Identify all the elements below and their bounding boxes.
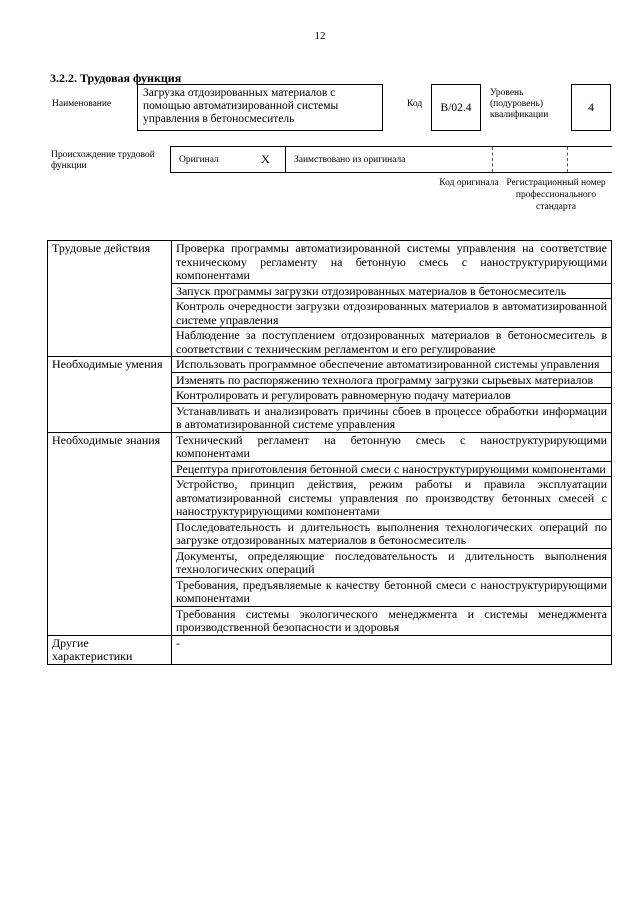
item-cell: Документы, определяющие последовательность и длительность выполнения технологических операций: [172, 548, 612, 577]
table-row: [48, 432, 612, 461]
origin-label: Происхождение трудовой функции: [51, 150, 155, 171]
function-name-box: Загрузка отдозированных материалов с помощью автоматизированной системы управления в бетоносмеситель: [137, 84, 383, 131]
borrowed-label: Заимствовано из оригинала: [294, 154, 406, 165]
original-label: Оригинал: [179, 154, 219, 165]
page-number: 12: [314, 30, 326, 42]
original-code-cell: [492, 147, 568, 172]
item-cell: Рецептура приготовления бетонной смеси с наноструктурирующими компонентами: [172, 461, 612, 477]
function-code-box: B/02.4: [431, 84, 481, 131]
item-cell: Наблюдение за поступлением отдозированных материалов в бетоносмеситель в соответствии с техническим регламентом и его регулирование: [172, 328, 612, 357]
section-title: 3.2.2. Трудовая функция: [50, 71, 182, 85]
code-label: Код: [407, 99, 423, 109]
table-row: [48, 635, 612, 664]
item-cell: Устройство, принцип действия, режим работы и правила эксплуатации автоматизированной системы управления по производству бетонных смесей с наноструктурирующими компонентами: [172, 477, 612, 520]
item-cell: Требования, предъявляемые к качеству бетонной смеси с наноструктурирующими компонентами: [172, 577, 612, 606]
table-row: [48, 241, 612, 284]
category-cell: Необходимые знания: [48, 432, 172, 635]
item-cell: Изменять по распоряжению технолога программу загрузки сырьевых материалов: [172, 372, 612, 388]
category-cell: Другие характеристики: [48, 635, 172, 664]
table-row: [48, 357, 612, 373]
caption-registration-number: Регистрационный номер профессионального стандарта: [506, 178, 606, 212]
origin-row: [170, 146, 612, 173]
name-label: Наименование: [52, 99, 112, 109]
function-details-table: [47, 240, 612, 665]
qualification-level-box: 4: [571, 84, 611, 131]
item-cell: Контроль очередности загрузки отдозированных материалов в автоматизированной системе управления: [172, 299, 612, 328]
category-cell: Трудовые действия: [48, 241, 172, 357]
item-cell: -: [172, 635, 612, 664]
qualification-level-label: Уровень (подуровень) квалификации: [490, 88, 549, 120]
item-cell: Устанавливать и анализировать причины сбоев в процессе обработки информации в автоматизированной системе управления: [172, 403, 612, 432]
original-mark: X: [246, 147, 286, 172]
item-cell: Технический регламент на бетонную смесь с наноструктурирующими компонентами: [172, 432, 612, 461]
item-cell: Проверка программы автоматизированной системы управления на соответствие техническому регламенту на бетонную смесь с наноструктурирующими компонентами: [172, 241, 612, 284]
item-cell: Контролировать и регулировать равномерную подачу материалов: [172, 388, 612, 404]
item-cell: Требования системы экологического менеджмента и системы менеджмента производственной безопасности и здоровья: [172, 606, 612, 635]
caption-original-code: Код оригинала: [439, 178, 499, 188]
item-cell: Использовать программное обеспечение автоматизированной системы управления: [172, 357, 612, 373]
category-cell: Необходимые умения: [48, 357, 172, 433]
item-cell: Последовательность и длительность выполнения технологических операций по загрузке отдозированных материалов в бетоносмеситель: [172, 519, 612, 548]
item-cell: Запуск программы загрузки отдозированных материалов в бетоносмеситель: [172, 283, 612, 299]
